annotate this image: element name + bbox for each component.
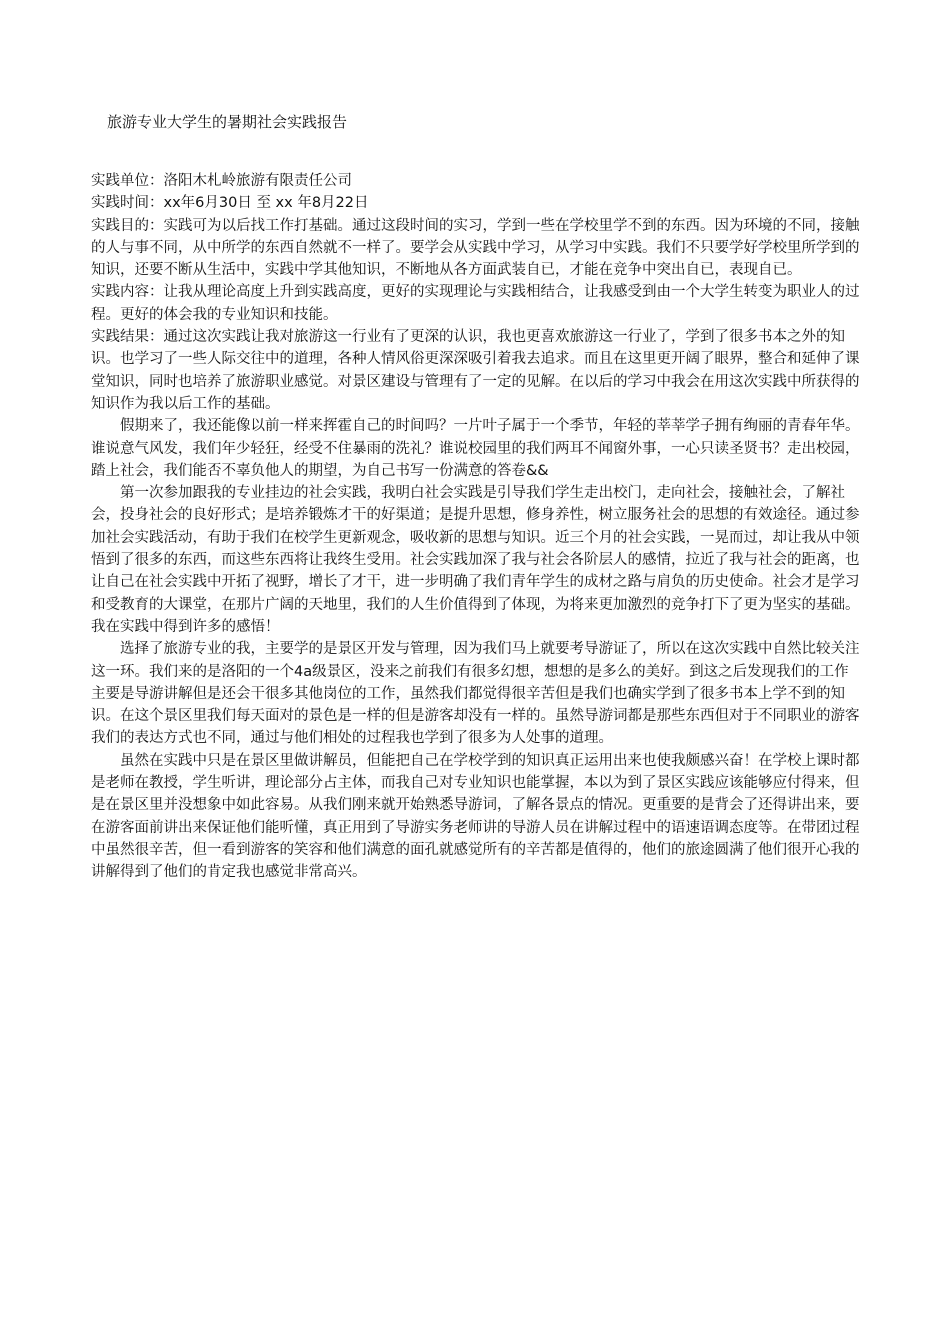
- practice-unit: 实践单位：洛阳木札岭旅游有限责任公司: [91, 173, 352, 189]
- practice-result: 实践结果：通过这次实践让我对旅游这一行业有了更深的认识，我也更喜欢旅游这一行业了，学到了很多书本之外的知识。也学习了一些人际交往中的道理，各种人情风俗更深深吸引着我去追求。而且在这里更开阔了眼界，整合和延伸了课堂知识，同时也培养了旅游职业感觉。对景区建设与管理有了一定的见解。在以后的学习中我会在用这次实践中所获得的知识作为我以后工作的基础。: [91, 329, 860, 412]
- paragraph-first-practice: 第一次参加跟我的专业挂边的社会实践，我明白社会实践是引导我们学生走出校门，走向社会，接触社会，了解社会，投身社会的良好形式；是培养锻炼才干的好渠道；是提升思想，修身养性，树立服务社会的思想的有效途径。通过参加社会实践活动，有助于我们在校学生更新观念，吸收新的思想与知识。近三个月的社会实践，一晃而过，却让我从中领悟到了很多的东西，而这些东西将让我终生受用。社会实践加深了我与社会各阶层人的感情，拉近了我与社会的距离，也让自己在社会实践中开拓了视野，增长了才干，进一步明确了我们青年学生的成材之路与肩负的历史使命。社会才是学习和受教育的大课堂，在那片广阔的天地里，我们的人生价值得到了体现，为将来更加激烈的竞争打下了更为坚实的基础。我在实践中得到许多的感悟！: [91, 485, 860, 635]
- paragraph-tourism-major: 选择了旅游专业的我，主要学的是景区开发与管理，因为我们马上就要考导游证了，所以在这次实践中自然比较关注这一环。我们来的是洛阳的一个4a级景区，没来之前我们有很多幻想，想想的是多么的美好。到这之后发现我们的工作主要是导游讲解但是还会干很多其他岗位的工作，虽然我们都觉得很辛苦但是我们也确实学到了很多书本上学不到的知识。在这个景区里我们每天面对的景色是一样的但是游客却没有一样的。虽然导游词都是那些东西但对于不同职业的游客我们的表达方式也不同，通过与他们相处的过程我也学到了很多为人处事的道理。: [91, 641, 860, 747]
- paragraph-holiday: 假期来了，我还能像以前一样来挥霍自己的时间吗？一片叶子属于一个季节，年轻的莘莘学子拥有绚丽的青春年华。谁说意气风发，我们年少轻狂，经受不住暴雨的洗礼？谁说校园里的我们两耳不闻窗外事，一心只读圣贤书？走出校园，踏上社会，我们能否不辜负他人的期望，为自己书写一份满意的答卷&&: [91, 418, 860, 479]
- paragraph-guide-experience: 虽然在实践中只是在景区里做讲解员，但能把自己在学校学到的知识真正运用出来也使我颇感兴奋！在学校上课时都是老师在教授，学生听讲，理论部分占主体，而我自己对专业知识也能掌握，本以为到了景区实践应该能够应付得来，但是在景区里并没想象中如此容易。从我们刚来就开始熟悉导游词，了解各景点的情况。更重要的是背会了还得讲出来，要在游客面前讲出来保证他们能听懂，真正用到了导游实务老师讲的导游人员在讲解过程中的语速语调态度等。在带团过程中虽然很辛苦，但一看到游客的笑容和他们满意的面孔就感觉所有的辛苦都是值得的，他们的旅途圆满了他们很开心我的讲解得到了他们的肯定我也感觉非常高兴。: [91, 752, 860, 881]
- practice-purpose: 实践目的：实践可为以后找工作打基础。通过这段时间的实习，学到一些在学校里学不到的东西。因为环境的不同，接触的人与事不同，从中所学的东西自然就不一样了。要学会从实践中学习，从学习中实践。我们不只要学好学校里所学到的知识，还要不断从生活中，实践中学其他知识，不断地从各方面武装自已，才能在竞争中突出自已，表现自已。: [91, 217, 860, 279]
- document-title: 旅游专业大学生的暑期社会实践报告: [107, 113, 348, 131]
- practice-time: 实践时间：xx年6月30日 至 xx 年8月22日: [91, 195, 369, 212]
- practice-content: 实践内容：让我从理论高度上升到实践高度，更好的实现理论与实践相结合，让我感受到由一个大学生转变为职业人的过程。更好的体会我的专业知识和技能。: [91, 284, 860, 323]
- document-body: [91, 170, 861, 884]
